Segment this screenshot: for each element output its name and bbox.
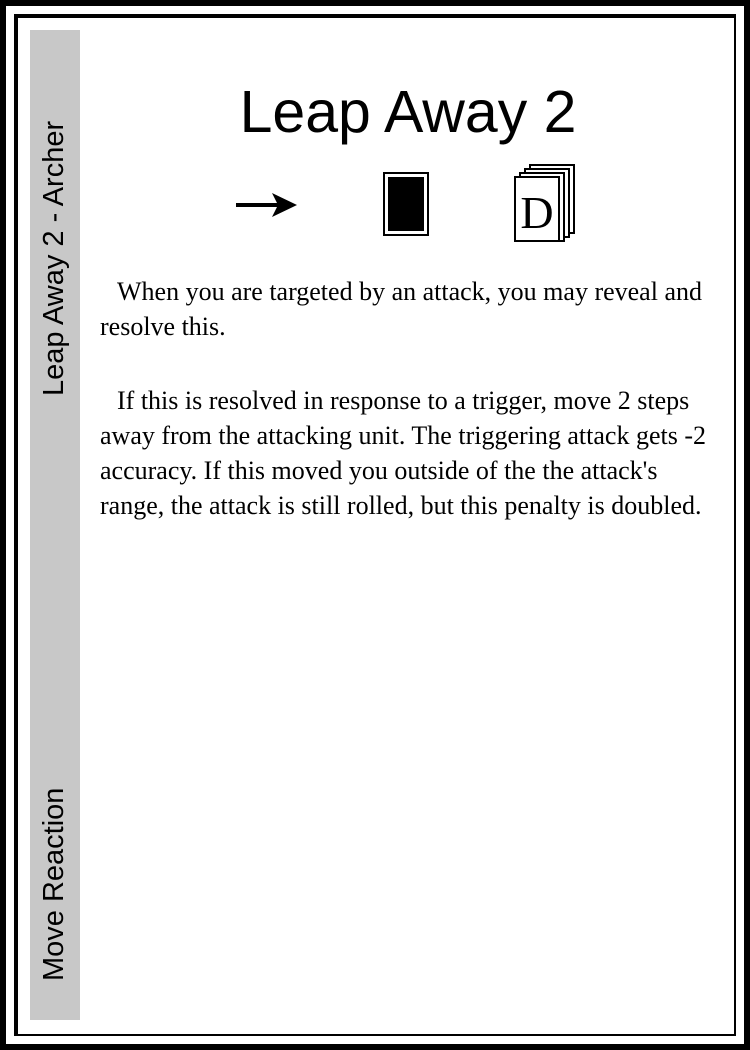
card-name-class-label: Leap Away 2 - Archer	[38, 120, 70, 396]
draw-deck-icon	[512, 162, 578, 244]
black-card-icon	[382, 171, 430, 237]
card-title: Leap Away 2	[239, 79, 577, 145]
card-rules-text	[100, 274, 710, 523]
card-face	[18, 18, 734, 1034]
right-arrow-icon	[234, 188, 298, 222]
rules-paragraph: If this is resolved in response to a trigger, move 2 steps away from the attacking unit. The triggering attack gets -2 accuracy. If this moved you outside of the the attack's range, the attack is still rolled, but this penalty is doubled.	[100, 386, 706, 520]
rules-paragraph: When you are targeted by an attack, you may reveal and resolve this.	[100, 277, 702, 341]
card-type-label: Move Reaction	[38, 787, 70, 981]
deck-letter: D	[520, 187, 554, 238]
